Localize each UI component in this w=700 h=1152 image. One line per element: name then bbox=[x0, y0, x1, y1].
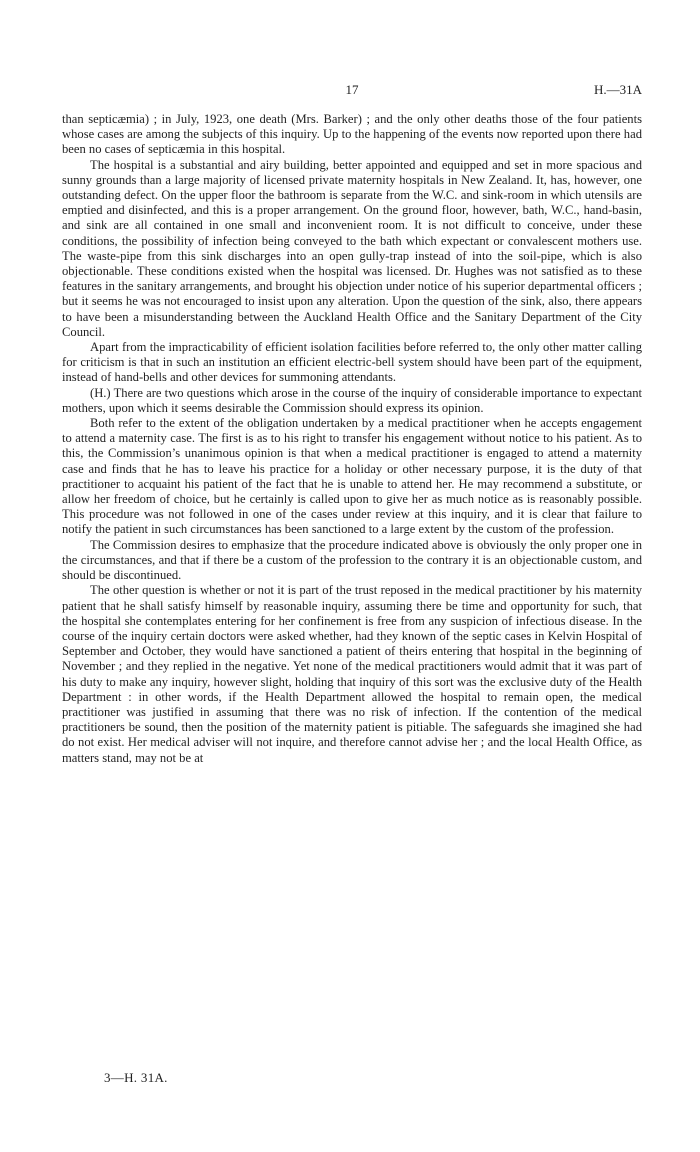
paragraph-section-h: (H.) There are two questions which arose in the course of the inquiry of considerable importance to expectant mothers, upon which it seems desirable the Commission should express its opinion. bbox=[62, 385, 642, 415]
paragraph-obligation: Both refer to the extent of the obligation undertaken by a medical practitioner when he accepts engagement to attend a maternity case. The first is as to his right to transfer his engagement without notice to his patient. As to this, the Commission’s unanimous opinion is that when a medical practitioner is engaged to attend a maternity case and finds that he has to leave his practice for a holiday or other necessary purpose, it is the duty of that practitioner to acquaint his patient of the fact that he is unable to attend her. He may recommend a substitute, or allow her freedom of choice, but he certainly is called upon to give her as much notice as is reasonably possible. This procedure was not followed in one of the cases under review at this inquiry, and it is clear that failure to notify the patient in such circumstances has been sanctioned to a large extent by the custom of the profession. bbox=[62, 416, 642, 537]
report-body bbox=[62, 112, 642, 766]
page-footer-signature: 3—H. 31A. bbox=[104, 1070, 168, 1085]
document-reference: H.—31A bbox=[593, 82, 642, 97]
paragraph-commission-emphasis: The Commission desires to emphasize that the procedure indicated above is obviously the only proper one in the circumstances, and that if there be a custom of the profession to the contrary it is an objectionable custom, and should be discontinued. bbox=[62, 537, 642, 583]
page-number: 17 bbox=[345, 82, 359, 97]
paragraph-isolation-facilities: Apart from the impracticability of efficient isolation facilities before referred to, the only other matter calling for criticism is that in such an institution an efficient electric-bell system should have been part of the equipment, instead of hand-bells and other devices for summoning attendants. bbox=[62, 340, 642, 385]
page-header bbox=[62, 82, 642, 102]
paragraph-hospital-description: The hospital is a substantial and airy building, better appointed and equipped and set in more spacious and sunny grounds than a large majority of licensed private maternity hospitals in New Zealand. It, has, however, one outstanding defect. On the upper floor the bathroom is separate from the W.C. and sink-room in which utensils are emptied and disinfected, and this is a proper arrangement. On the ground floor, however, bath, W.C., hand-basin, and sink are all contained in one small and inconvenient room. It is not difficult to conceive, under these conditions, the possibility of infection being conveyed to the bath which expectant or convalescent mothers use. The waste-pipe from this sink discharges into an open gully-trap instead of into the soil-pipe, which is also objectionable. These conditions existed when the hospital was licensed. Dr. Hughes was not satisfied as to these features in the sanitary arrangements, and brought his objection under notice of his superior departmental officers ; but it seems he was not encouraged to insist upon any alteration. Upon the question of the sink, also, there appears to have been a misunderstanding between the Auckland Health Office and the Sanitary Department of the City Council. bbox=[62, 157, 642, 339]
paragraph-other-question: The other question is whether or not it is part of the trust reposed in the medical practitioner by his maternity patient that he shall satisfy himself by reasonable inquiry, assuming there be time and opportunity for such, that the hospital she contemplates entering for her confinement is free from any suspicion of infectious disease. In the course of the inquiry certain doctors were asked whether, had they known of the septic cases in Kelvin Hospital of September and October, they would have sanctioned a patient of theirs entering that hospital in the beginning of November ; and they replied in the negative. Yet none of the medical practitioners would admit that it was part of his duty to make any inquiry, however slight, holding that inquiry of this sort was the exclusive duty of the Health Department : in other words, if the Health Department allowed the hospital to remain open, the medical practitioner was justified in assuming that there was no risk of infection. If the contention of the medical practitioners be sound, then the position of the maternity patient is pitiable. The safeguards she imagined she had do not exist. Her medical adviser will not inquire, and therefore cannot advise her ; and the local Health Office, as matters stand, may not be at bbox=[62, 583, 642, 765]
paragraph-continuation: than septicæmia) ; in July, 1923, one death (Mrs. Barker) ; and the only other deaths those of the four patients whose cases are among the subjects of this inquiry. Up to the happening of the events now reported upon there had been no cases of septicæmia in this hospital. bbox=[62, 112, 642, 157]
